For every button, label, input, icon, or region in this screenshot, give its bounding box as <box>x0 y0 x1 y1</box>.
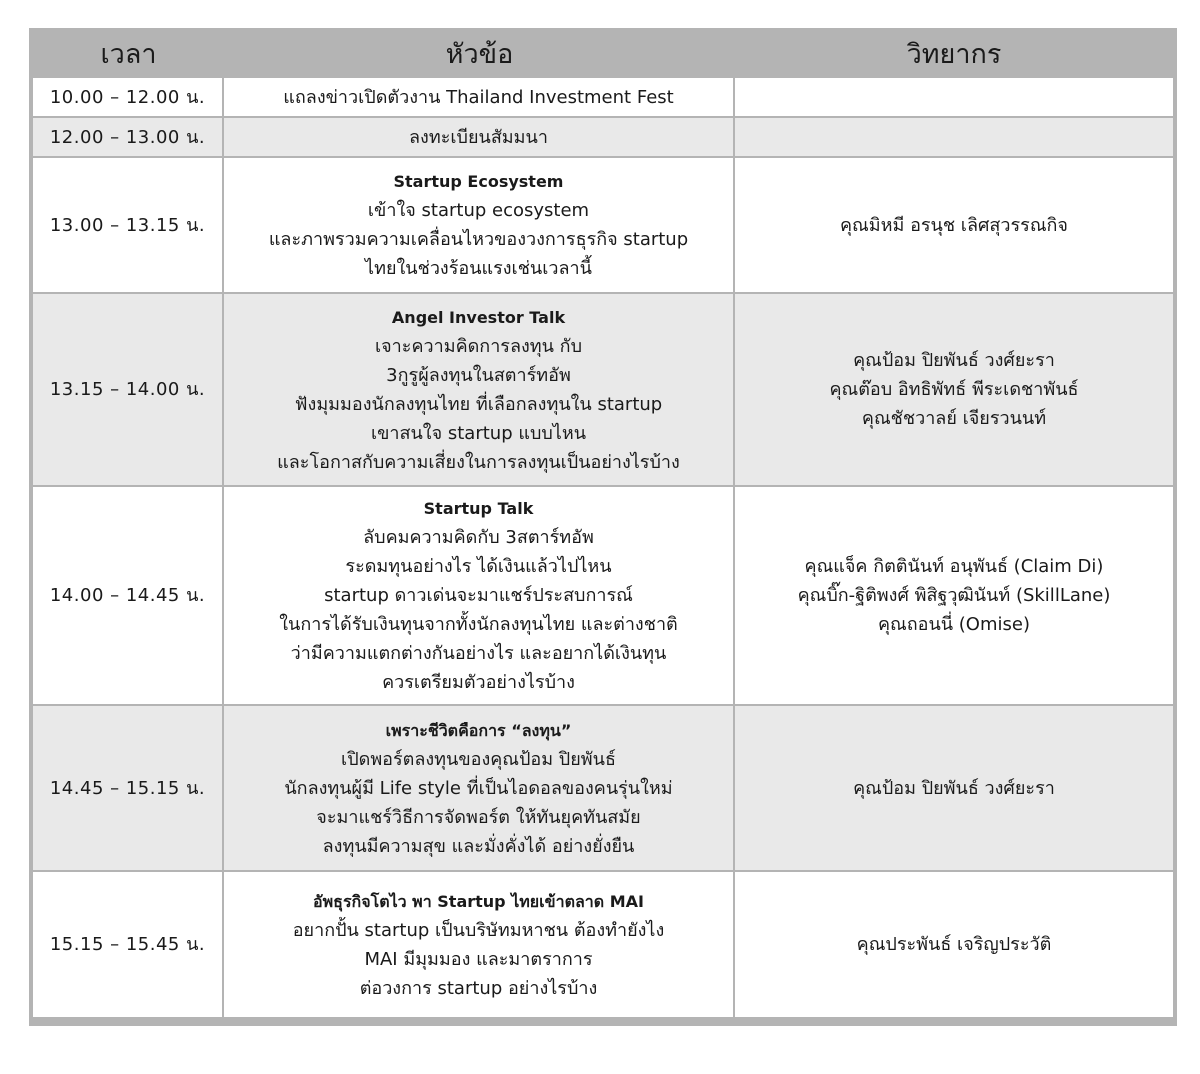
schedule-row <box>33 158 1173 294</box>
time-cell: 10.00 – 12.00 น. <box>33 78 224 118</box>
topic-line: ลงทะเบียนสัมมนา <box>409 126 548 148</box>
topic-line: ลงทุนมีความสุข และมั่งคั่งได้ อย่างยั่งยืน <box>322 835 635 857</box>
topic-cell <box>224 872 735 1019</box>
topic-line: ระดมทุนอย่างไร ได้เงินแล้วไปไหน <box>345 556 612 577</box>
topic-line: เปิดพอร์ตลงทุนของคุณป้อม ปิยพันธ์ <box>341 748 616 770</box>
speaker-name: คุณป้อม ปิยพันธ์ วงศ์ยะรา <box>853 350 1055 371</box>
speaker-cell <box>735 118 1173 158</box>
schedule-frame <box>29 28 1177 1026</box>
topic-cell <box>224 706 735 872</box>
time-cell: 13.00 – 13.15 น. <box>33 158 224 294</box>
speaker-cell <box>735 158 1173 294</box>
time-cell: 14.45 – 15.15 น. <box>33 706 224 872</box>
time-cell: 12.00 – 13.00 น. <box>33 118 224 158</box>
topic-line: ฟังมุมมองนักลงทุนไทย ที่เลือกลงทุนใน startup <box>294 393 663 415</box>
time-cell: 14.00 – 14.45 น. <box>33 487 224 706</box>
speaker-name: คุณต๊อบ อิทธิพัทธ์ พีระเดชาพันธ์ <box>829 379 1079 400</box>
topic-line: ไทยในช่วงร้อนแรงเช่นเวลานี้ <box>365 258 592 279</box>
topic-line: นักลงทุนผู้มี Life style ที่เป็นไอดอลของคนรุ่นใหม่ <box>284 777 673 799</box>
topic-title: Startup Talk <box>423 499 534 518</box>
topic-line: ในการได้รับเงินทุนจากทั้งนักลงทุนไทย และต่างชาติ <box>279 614 678 635</box>
header-speaker: วิทยากร <box>735 28 1173 78</box>
topic-line: อยากปั้น startup เป็นบริษัทมหาชน ต้องทำยังไง <box>292 919 665 941</box>
topic-line: ว่ามีความแตกต่างกันอย่างไร และอยากได้เงินทุน <box>290 643 667 664</box>
topic-line: และโอกาสกับความเสี่ยงในการลงทุนเป็นอย่างไรบ้าง <box>277 451 680 473</box>
topic-title: อัพธุรกิจโตไว พา Startup ไทยเข้าตลาด MAI <box>313 891 644 911</box>
schedule-row <box>33 78 1173 118</box>
speaker-name: คุณชัชวาลย์ เจียรวนนท์ <box>861 408 1047 429</box>
speaker-cell <box>735 294 1173 487</box>
speaker-name: คุณบิ๊ก-ฐิติพงศ์ พิสิฐวุฒินันท์ (SkillLane) <box>797 585 1111 606</box>
topic-line: ลับคมความคิดกับ 3สตาร์ทอัพ <box>363 527 594 548</box>
speaker-name: คุณป้อม ปิยพันธ์ วงศ์ยะรา <box>853 777 1055 799</box>
speaker-cell <box>735 487 1173 706</box>
time-cell: 15.15 – 15.45 น. <box>33 872 224 1019</box>
topic-line: แถลงข่าวเปิดตัวงาน Thailand Investment Fest <box>283 86 674 108</box>
topic-line: เขาสนใจ startup แบบไหน <box>370 422 587 444</box>
schedule-row <box>33 487 1173 706</box>
topic-cell <box>224 294 735 487</box>
speaker-cell <box>735 706 1173 872</box>
topic-cell <box>224 118 735 158</box>
topic-title: Angel Investor Talk <box>391 307 566 327</box>
topic-line: เจาะความคิดการลงทุน กับ <box>374 335 583 357</box>
topic-title: Startup Ecosystem <box>393 172 564 191</box>
schedule-table <box>33 28 1173 1019</box>
topic-cell <box>224 78 735 118</box>
time-cell: 13.15 – 14.00 น. <box>33 294 224 487</box>
speaker-cell <box>735 78 1173 118</box>
topic-cell <box>224 158 735 294</box>
header-topic: หัวข้อ <box>224 28 735 78</box>
header-row <box>33 28 1173 78</box>
schedule-row <box>33 118 1173 158</box>
speaker-name: คุณถอนนี่ (Omise) <box>878 614 1030 635</box>
speaker-name: คุณแจ็ค กิตตินันท์ อนุพันธ์ (Claim Di) <box>804 556 1104 577</box>
topic-line: เข้าใจ startup ecosystem <box>367 200 590 221</box>
schedule-body <box>33 78 1173 1019</box>
schedule-row <box>33 872 1173 1019</box>
topic-line: 3กูรูผู้ลงทุนในสตาร์ทอัพ <box>386 364 571 386</box>
topic-line: ต่อวงการ startup อย่างไรบ้าง <box>359 977 598 999</box>
topic-line: จะมาแชร์วิธีการจัดพอร์ต ให้ทันยุคทันสมัย <box>316 806 641 828</box>
topic-line: startup ดาวเด่นจะมาแชร์ประสบการณ์ <box>324 585 633 606</box>
speaker-cell <box>735 872 1173 1019</box>
speaker-name: คุณประพันธ์ เจริญประวัติ <box>856 934 1052 955</box>
header-time: เวลา <box>33 28 224 78</box>
speaker-name: คุณมิหมี อรนุช เลิศสุวรรณกิจ <box>840 214 1068 236</box>
schedule-row <box>33 706 1173 872</box>
topic-line: ควรเตรียมตัวอย่างไรบ้าง <box>382 672 575 693</box>
topic-line: MAI มีมุมมอง และมาตราการ <box>364 948 593 970</box>
topic-title: เพราะชีวิตคือการ “ลงทุน” <box>385 720 572 740</box>
topic-line: และภาพรวมความเคลื่อนไหวของวงการธุรกิจ startup <box>268 229 689 250</box>
topic-cell <box>224 487 735 706</box>
schedule-row <box>33 294 1173 487</box>
